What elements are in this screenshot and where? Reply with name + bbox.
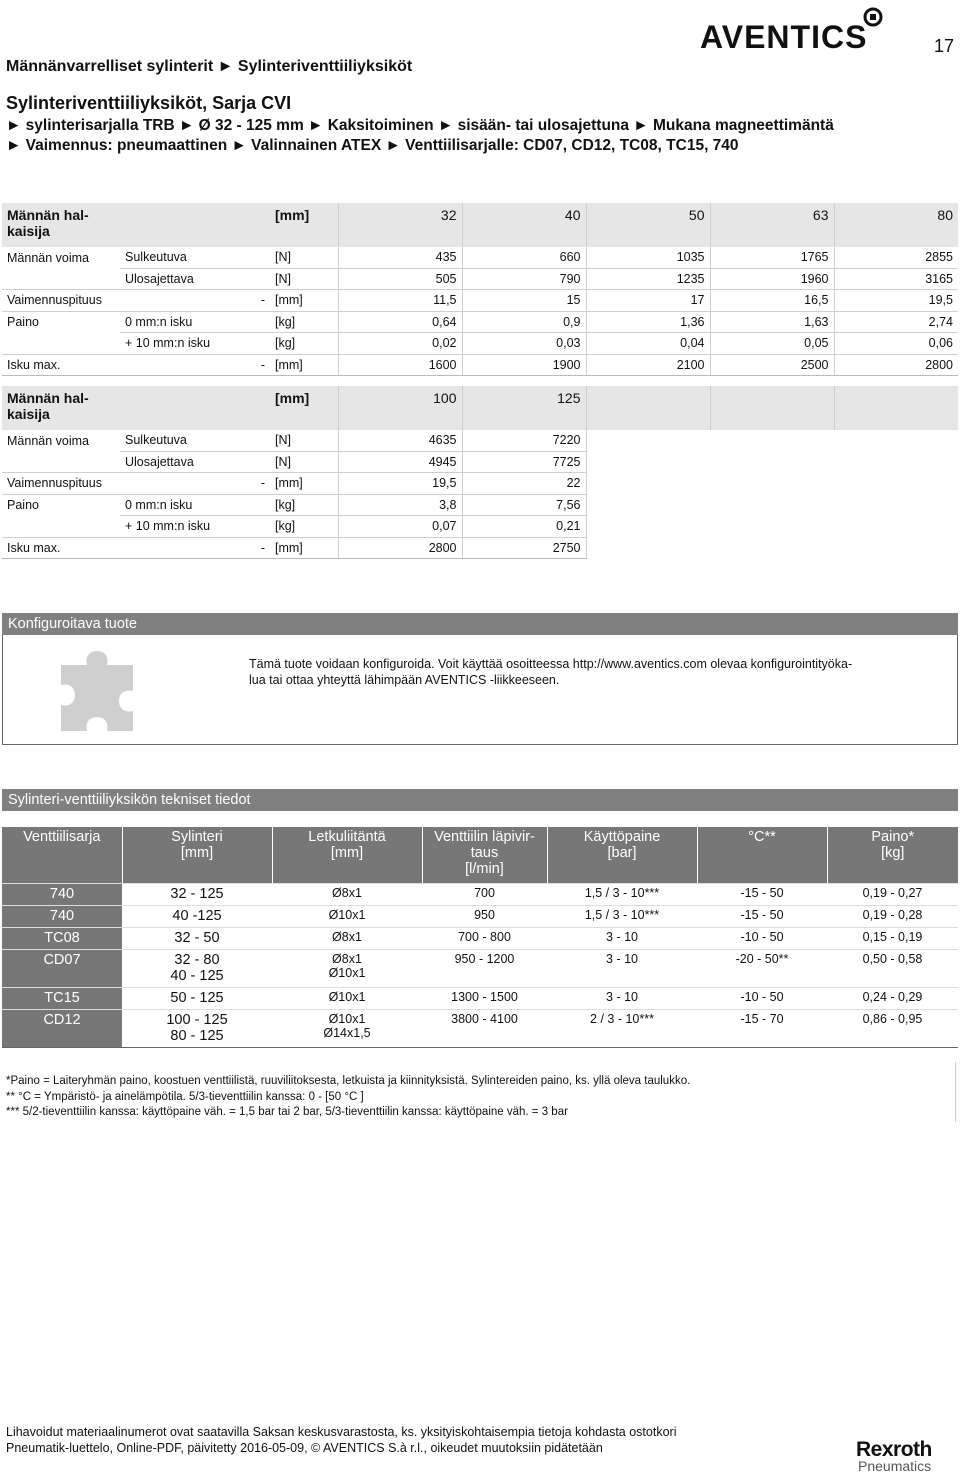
row-unit: [mm] xyxy=(270,473,338,495)
cell-value: 0,05 xyxy=(710,333,834,355)
cell-value: 1235 xyxy=(586,268,710,290)
page-number: 17 xyxy=(934,36,955,56)
col-temp: °C** xyxy=(697,827,827,884)
cylinder-table-2: Männän hal- kaisija [mm] 100 125 Männän voima Sulkeutuva [N] 4635 7220 Ulosajettava [N] 4945 7725 Vaimennuspituus - [mm] 19,5 22 Paino 0 mm:n isku [kg] 3,8 7,56 + 10 mm:n isku [kg] 0,07 0,21 Isku max. - [mm] 2800 2750 xyxy=(2,386,958,559)
row-label: Paino xyxy=(2,311,120,333)
cell-value: 1600 xyxy=(338,354,462,376)
header-size: 100 xyxy=(338,386,462,430)
col-series: Venttiilisarja xyxy=(2,827,122,884)
col-flow: Venttiilin läpivir- taus [l/min] xyxy=(422,827,547,884)
header-size: 40 xyxy=(462,203,586,247)
footnote: *** 5/2-tieventtiilin kanssa: käyttöpaine väh. = 1,5 bar tai 2 bar, 5/3-tieventtiilin kanssa: käyttöpaine väh. = 3 bar xyxy=(6,1106,568,1118)
cell-value: 0,03 xyxy=(462,333,586,355)
cell-value: 19,5 xyxy=(338,473,462,495)
col-hose: Letkuliitäntä [mm] xyxy=(272,827,422,884)
row-unit: [kg] xyxy=(270,333,338,355)
cell-value: 0,9 xyxy=(462,311,586,333)
cell-value: 0,06 xyxy=(834,333,958,355)
cell-value: 0,07 xyxy=(338,516,462,538)
header-unit: [mm] xyxy=(270,386,338,430)
aventics-logo xyxy=(700,6,890,52)
logo-text: AVENTICS xyxy=(700,19,868,52)
header-size: 32 xyxy=(338,203,462,247)
cell-value: 2800 xyxy=(338,537,462,559)
col-cylinder: Sylinteri [mm] xyxy=(122,827,272,884)
cell-value: 2,74 xyxy=(834,311,958,333)
pneumatics-label: Pneumatics xyxy=(858,1458,932,1474)
spec-line-2: ► Vaimennus: pneumaattinen ► Valinnainen ATEX ► Venttiilisarjalle: CD07, CD12, TC08, TC15, 740 xyxy=(6,137,739,154)
row-sublabel: Sulkeutuva xyxy=(125,250,187,265)
cell-value: 11,5 xyxy=(338,290,462,312)
page-footer: Lihavoidut materiaalinumerot ovat saatavilla Saksan keskusvarastosta, ks. yksityiskohtaisempia tietoja kohdasta ostotkori Pneumatik-luettelo, Online-PDF, päivitetty 2016-05-09, © AVENTICS S.à r.l., oikeudet muutoksiin pidätetään xyxy=(6,1425,677,1455)
row-sublabel: 0 mm:n isku xyxy=(120,311,240,333)
row-unit: [kg] xyxy=(270,311,338,333)
col-weight: Paino* [kg] xyxy=(827,827,958,884)
tech-table xyxy=(2,827,958,1048)
cell-value: 1765 xyxy=(710,247,834,268)
cell-value: 0,02 xyxy=(338,333,462,355)
row-sublabel: + 10 mm:n isku xyxy=(120,516,240,538)
cell-value: 0,64 xyxy=(338,311,462,333)
row-label: Paino xyxy=(2,494,120,516)
table-row: 740 32 - 125 Ø8x1 700 1,5 / 3 - 10*** -15 - 50 0,19 - 0,27 xyxy=(2,884,958,906)
config-heading: Konfiguroitava tuote xyxy=(2,613,958,635)
row-unit: [kg] xyxy=(270,516,338,538)
cell-value: 435 xyxy=(338,247,462,268)
header-piston-diameter: Männän hal- kaisija xyxy=(2,386,120,430)
header-piston-diameter: Männän hal- kaisija xyxy=(2,203,120,247)
header-unit: [mm] xyxy=(270,203,338,247)
table-row: TC15 50 - 125 Ø10x1 1300 - 1500 3 - 10 -10 - 50 0,24 - 0,29 xyxy=(2,988,958,1010)
row-label: Isku max. xyxy=(2,537,120,559)
spec-line-1: ► sylinterisarjalla TRB ► Ø 32 - 125 mm ► Kaksitoiminen ► sisään- tai ulosajettuna ► Mukana magneettimäntä xyxy=(6,117,834,134)
table-row: CD12 100 - 125 80 - 125 Ø10x1 Ø14x1,5 3800 - 4100 2 / 3 - 10*** -15 - 70 0,86 - 0,95 xyxy=(2,1010,958,1048)
table-row: TC08 32 - 50 Ø8x1 700 - 800 3 - 10 -10 - 50 0,15 - 0,19 xyxy=(2,928,958,950)
cell-value: 505 xyxy=(338,268,462,290)
row-unit: [N] xyxy=(270,451,338,473)
cell-value: 0,21 xyxy=(462,516,586,538)
cell-value: 1960 xyxy=(710,268,834,290)
cell-value: 7220 xyxy=(462,430,586,451)
puzzle-icon xyxy=(51,647,143,735)
row-label: Vaimennuspituus xyxy=(2,473,120,495)
config-box xyxy=(2,635,958,745)
cell-value: 4945 xyxy=(338,451,462,473)
cell-value: 22 xyxy=(462,473,586,495)
cell-value: 660 xyxy=(462,247,586,268)
cell-value: 2750 xyxy=(462,537,586,559)
cell-value: 2800 xyxy=(834,354,958,376)
cell-value: 7,56 xyxy=(462,494,586,516)
cell-value: 19,5 xyxy=(834,290,958,312)
cell-value: 1,36 xyxy=(586,311,710,333)
cylinder-table-1: Männän hal- kaisija [mm] 32 40 50 63 80 Männän voima Sulkeutuva [N] 435 660 1035 1765 2855 Ulosajettava [N] 505 790 1235 1960 3165 Vaimennuspituus - [mm] 11,5 15 17 16,5 19,5 Paino 0 mm:n isku [kg] 0,64 0,9 1,36 1,63 2,74 + 10 mm:n isku [kg] 0,02 0,03 0,04 0,05 0,06 Isku max. - [mm] 1600 1900 2100 2500 2800 xyxy=(2,203,958,376)
cell-value: 1,63 xyxy=(710,311,834,333)
row-unit: [N] xyxy=(275,250,291,265)
header-size: 50 xyxy=(586,203,710,247)
row-unit: [mm] xyxy=(270,290,338,312)
cell-value: 1035 xyxy=(586,247,710,268)
cell-value: 16,5 xyxy=(710,290,834,312)
page-title: Sylinteriventtiiliyksiköt, Sarja CVI xyxy=(6,93,292,113)
row-label: Vaimennuspituus xyxy=(2,290,120,312)
row-label: Männän voima xyxy=(7,250,89,265)
row-unit: [mm] xyxy=(270,354,338,376)
cell-value: 3,8 xyxy=(338,494,462,516)
cell-value: 3165 xyxy=(834,268,958,290)
header-size: 63 xyxy=(710,203,834,247)
row-unit: [kg] xyxy=(270,494,338,516)
row-sublabel: Ulosajettava xyxy=(120,268,240,290)
footnotes xyxy=(6,1074,690,1121)
footnote: *Paino = Laiteryhmän paino, koostuen venttiilistä, ruuviliitoksesta, letkuista ja kiinnityksistä. Sylintereiden paino, ks. yllä oleva taulukko. xyxy=(6,1075,691,1087)
cell-value: 17 xyxy=(586,290,710,312)
header-size: 80 xyxy=(834,203,958,247)
col-pressure: Käyttöpaine [bar] xyxy=(547,827,697,884)
cell-value: 2100 xyxy=(586,354,710,376)
table-row: CD07 32 - 80 40 - 125 Ø8x1 Ø10x1 950 - 1200 3 - 10 -20 - 50** 0,50 - 0,58 xyxy=(2,950,958,988)
row-unit: [mm] xyxy=(270,537,338,559)
row-label: Isku max. xyxy=(2,354,120,376)
row-sublabel: 0 mm:n isku xyxy=(120,494,240,516)
cell-value: 2855 xyxy=(834,247,958,268)
header-size: 125 xyxy=(462,386,586,430)
row-sublabel: Ulosajettava xyxy=(120,451,240,473)
cell-value: 15 xyxy=(462,290,586,312)
footnote: ** °C = Ympäristö- ja ainelämpötila. 5/3-tieventtiilin kanssa: 0 - [50 °C ] xyxy=(6,1090,364,1103)
table-row: 740 40 -125 Ø10x1 950 1,5 / 3 - 10*** -15 - 50 0,19 - 0,28 xyxy=(2,906,958,928)
config-text: Tämä tuote voidaan konfiguroida. Voit käyttää osoitteessa http://www.aventics.com olevaa konfigurointityöka- lua tai ottaa yhteyttä lähimpään AVENTICS -liikkeeseen. xyxy=(249,657,853,687)
tech-heading: Sylinteri-venttiiliyksikön tekniset tiedot xyxy=(2,789,958,811)
cell-value: 2500 xyxy=(710,354,834,376)
row-unit: [N] xyxy=(270,268,338,290)
row-sublabel: Sulkeutuva xyxy=(125,433,187,448)
rexroth-logo: Rexroth xyxy=(856,1438,932,1461)
cell-value: 7725 xyxy=(462,451,586,473)
cell-value: 4635 xyxy=(338,430,462,451)
cell-value: 790 xyxy=(462,268,586,290)
cell-value: 1900 xyxy=(462,354,586,376)
breadcrumb: Männänvarrelliset sylinterit ► Sylinteriventtiiliyksiköt xyxy=(6,58,413,75)
divider xyxy=(955,1062,956,1122)
row-label: Männän voima xyxy=(7,433,89,448)
cell-value: 0,04 xyxy=(586,333,710,355)
row-sublabel: + 10 mm:n isku xyxy=(120,333,240,355)
row-unit: [N] xyxy=(275,433,291,448)
